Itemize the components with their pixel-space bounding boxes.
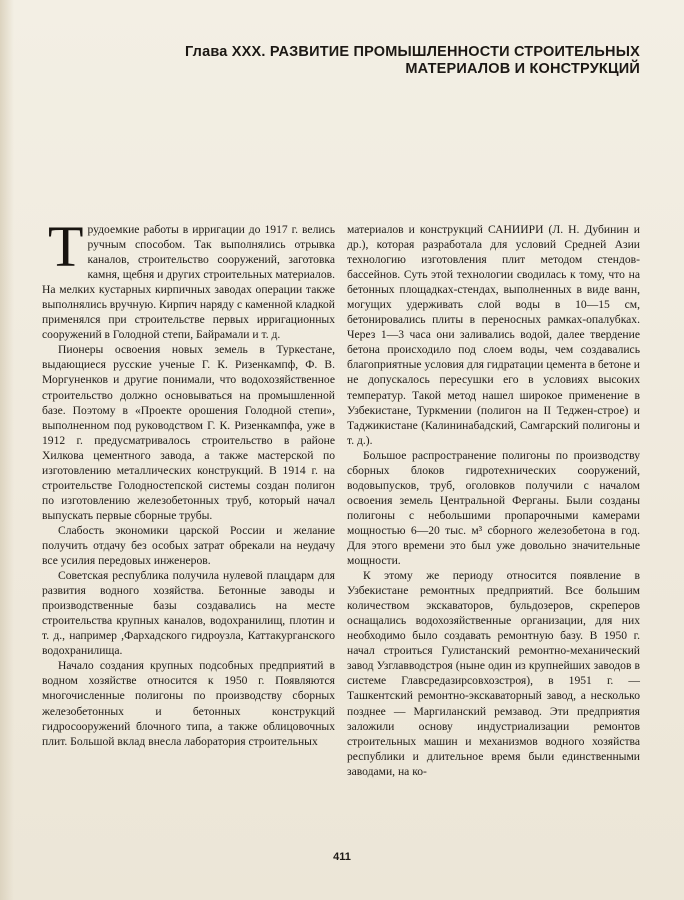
left-paragraph-1: [42, 214, 335, 342]
left-paragraph-3: Слабость экономики царской России и желание получить отдачу без особых затрат обрекали на неудачу все усилия передовых инженеров.: [42, 523, 335, 568]
left-paragraph-5: Начало создания крупных подсобных предприятий в водном хозяйстве относится к 1950 г. Появляются многочисленные полигоны по производству сборных железобетонных и бетонных конструкций гидросооружений блочного типа, а также облицовочных плит. Большой вклад внесла лаборатория строительных: [42, 659, 335, 748]
right-paragraph-3: К этому же периоду относится появление в Узбекистане ремонтных предприятий. Все большим количеством экскаваторов, бульдозеров, скреперов оснащались водохозяйственные организации, для них необходимо было создавать ремонтную базу. В 1950 г. начал строиться Гулистанский ремонтно-механический завод Узглавводстроя (ныне один из крупнейших заводов в системе Главсредазирсовхозстроя), в 1951 г. — Ташкентский ремонтно-экскаваторный завод, а несколько позднее — Маргиланский ремзавод. Эти предприятия заложили основу индустриализации ремонтов строительных машин и механизмов водного хозяйства республики и длительное время были единственными заводами, на ко-: [347, 569, 640, 778]
page-number: 411: [333, 851, 351, 863]
left-column: [42, 214, 335, 749]
chapter-title-line-1: Глава XXX. РАЗВИТИЕ ПРОМЫШЛЕННОСТИ СТРОИТЕЛЬНЫХ: [184, 44, 640, 60]
drop-cap: Т: [48, 214, 84, 279]
right-paragraph-2: Большое распространение полигоны по производству сборных блоков гидротехнических сооружений, водовыпусков, труб, оголовков получили с началом освоения земель Центральной Ферганы. Были созданы полигоны с небольшими пропарочными камерами мощностью 6—20 тыс. м³ сборного железобетона в год. Для этого времени это был уже довольно значительные мощности.: [347, 448, 640, 568]
chapter-title-line-2: МАТЕРИАЛОВ И КОНСТРУКЦИЙ: [405, 61, 640, 77]
left-paragraph-2: Пионеры освоения новых земель в Туркестане, выдающиеся русские ученые Г. К. Ризенкампф, Ф. В. Моргуненков и другие понимали, что водохозяйственное строительство должно основываться на промышленной базе. Поэтому в «Проекте орошения Голодной степи», выполненном под руководством Г. К. Ризенкампфа, уже в 1912 г. предусматривалось строительство в районе Хилкова цементного завода, а также мастерской по изготовлению металлических конструкций. В 1914 г. на строительстве Голодностепской системы создан полигон по изготовлению железобетонных труб, который начал выпускать первые сборные трубы.: [42, 343, 335, 522]
right-column: [347, 222, 640, 779]
right-paragraph-1: материалов и конструкций САНИИРИ (Л. Н. Дубинин и др.), которая разработала для условий Средней Азии технологию изготовления плит методом стендов-бассейнов. Суть этой технологии сводилась к тому, что на бетонных площадках-стендах, выполненных в виде ванн, могущих удерживать слой воды в 10—15 см, бетонировались плиты в переносных рамках-опалубках. Через 1—3 часа они заливались водой, далее твердение бетона происходило под слоем воды, чем создавались благоприятные условия для гидратации цемента в бетоне и не допускалось пересушки его в условиях высоких температур. Такой метод нашел широкое применение в Узбекистане, Туркмении (полигон на II Теджен-строе) и Таджикистане (Калининабадский, Самгарский полигоны и т. д.).: [347, 223, 640, 447]
left-paragraph-4: Советская республика получила нулевой плацдарм для развития водного хозяйства. Бетонные заводы и производственные базы создавались на месте строительства крупных каналов, водохранилищ, плотин и т. д., например ,Фархадского гидроузла, Каттакурганского водохранилища.: [42, 569, 335, 658]
left-paragraph-1-text: рудоемкие работы в ирригации до 1917 г. велись ручным способом. Так выполнялись отрывка каналов, строительство сооружений, заготовка камня, щебня и других строительных материалов. На мелких кустарных кирпичных заводах операции также выполнялись вручную. Кирпич наряду с каменной кладкой применялся при строительстве первых ирригационных сооружений в Голодной степи, Байрамали и т. д.: [42, 223, 335, 342]
chapter-title: [120, 44, 640, 78]
page-binding-shadow: [0, 0, 14, 900]
